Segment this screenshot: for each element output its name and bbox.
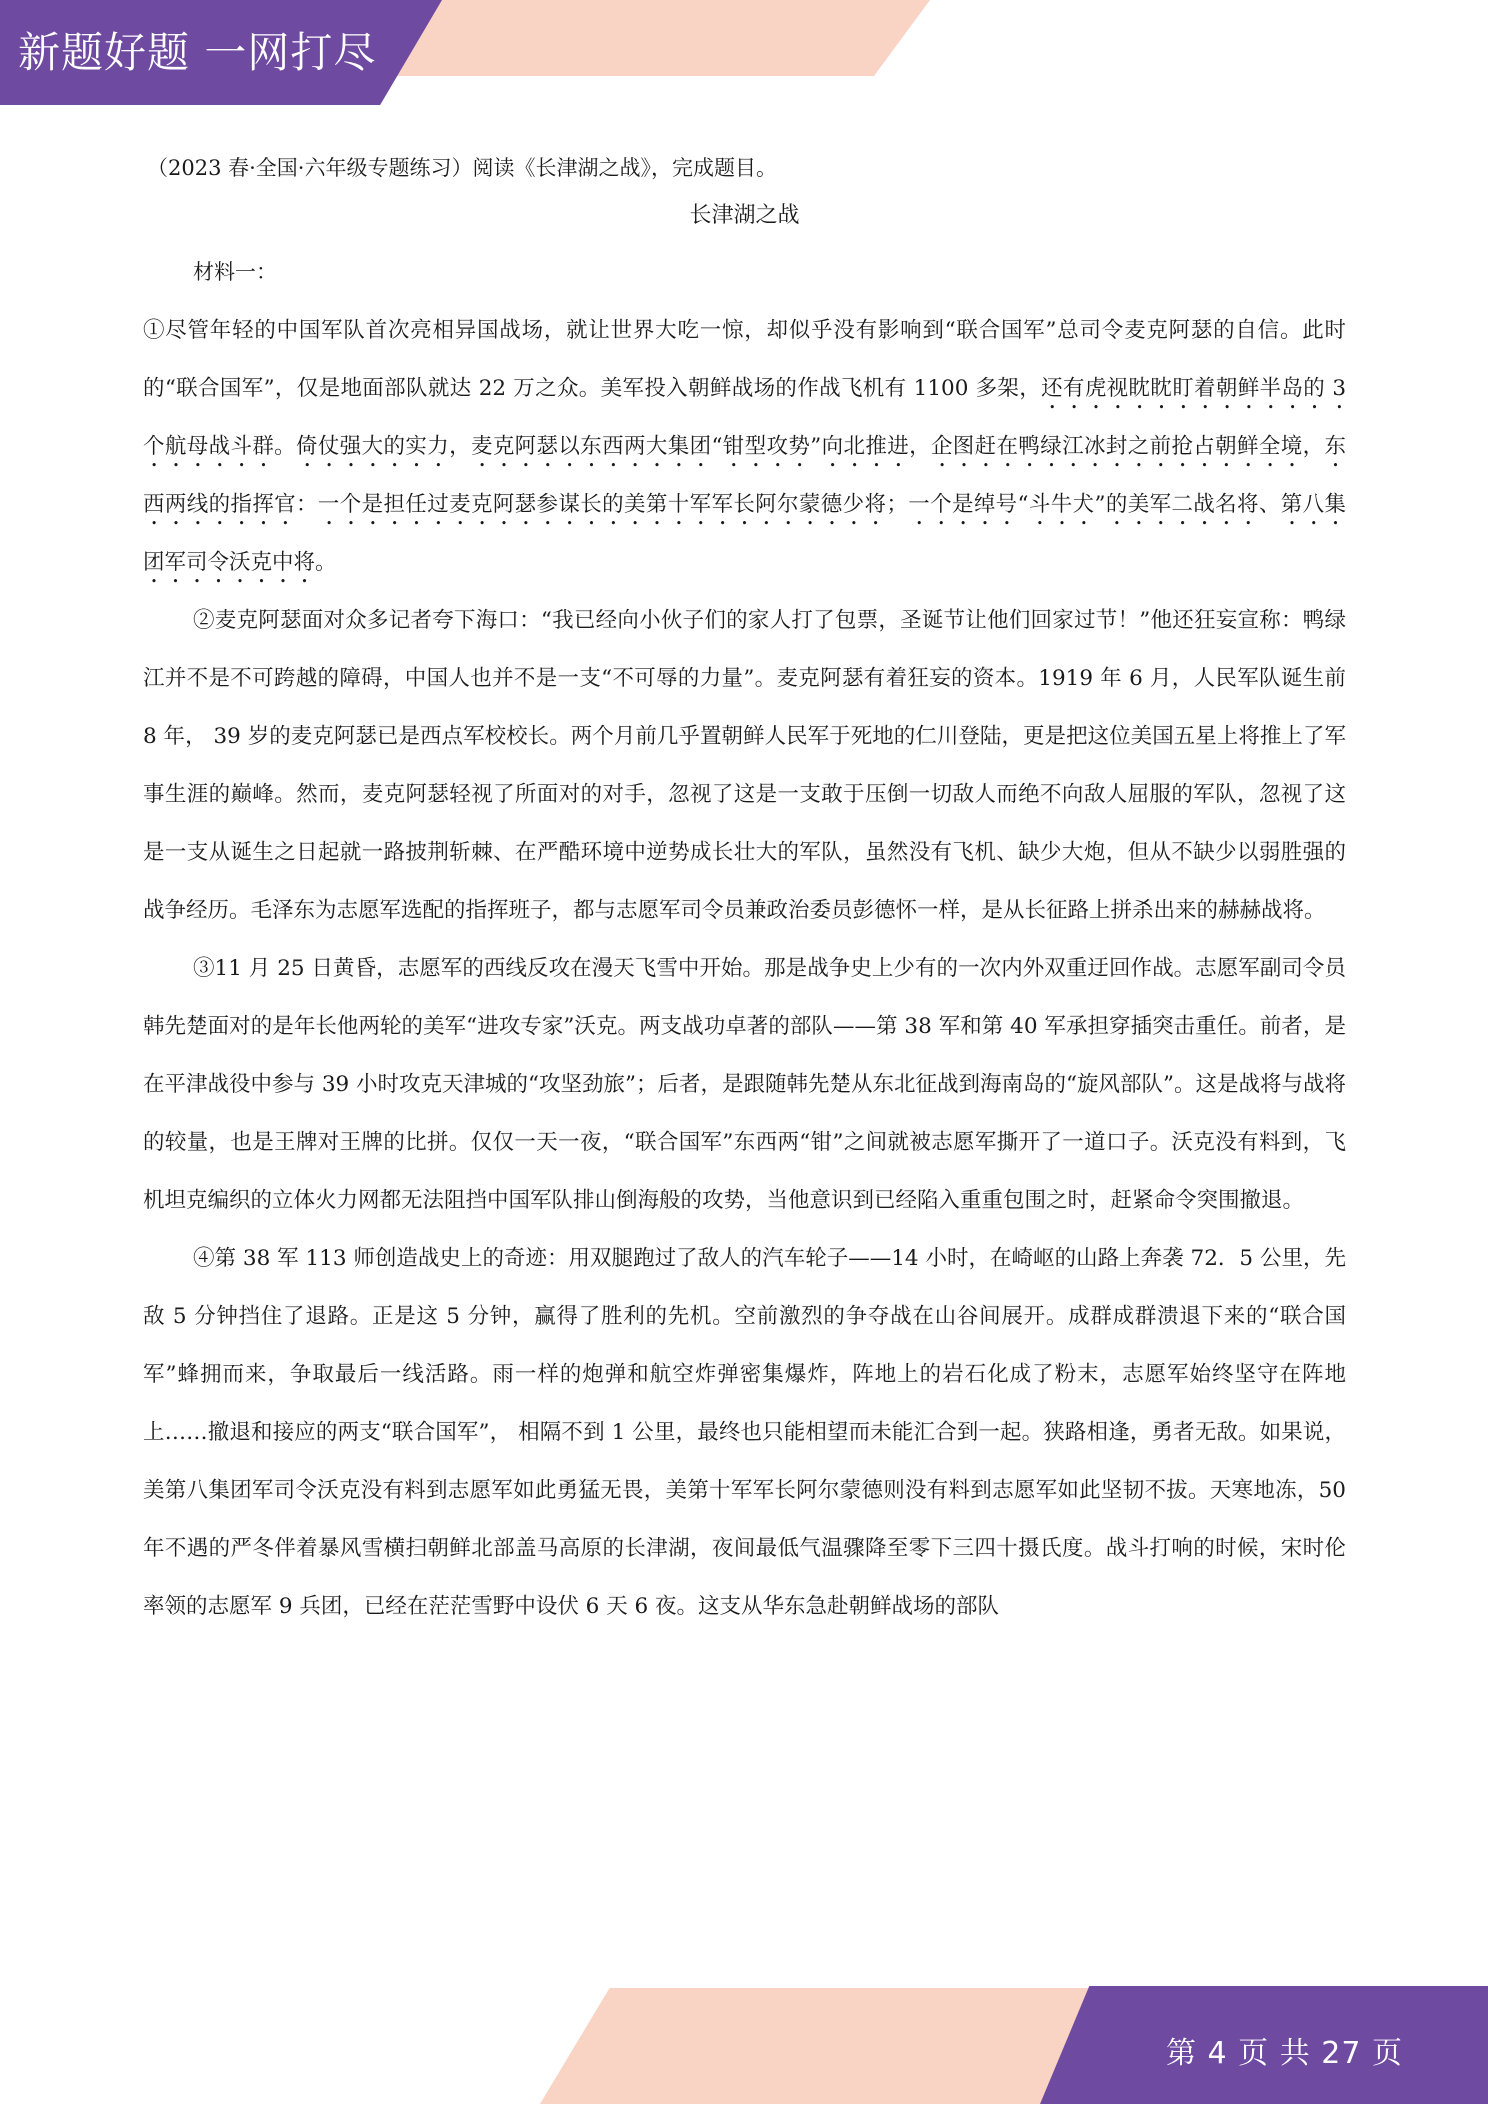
paragraph-1-dotted-part: 还有虎视眈眈盯着朝鲜半岛的 3 个航母战斗群。倚仗强大的实力，麦克阿瑟以东西两大集团“钳型攻势”向北推进，企图赶在鸭绿江冰封之前抢占朝鲜全境，东西两线的指挥官：一个是担任过麦克阿瑟参谋长的美第十军军长阿尔蒙德少将；一个是绰号“斗牛犬”的美军二战名将、第八集团军司令沃克中将。 [143,376,1346,575]
header-title: 新题好题 一网打尽 [18,28,377,77]
paragraph-1-part-a: ①尽管年轻的中国军队首次亮相异国战场，就让世界大吃一惊，却似乎没有影响到“联合国军”总司令麦克阿瑟的自信。此时的“联合国军”，仅是地面部队就达 22 万之众。美军投入朝鲜战场的作战飞机有 1100 多架， [143,318,1346,401]
material-label: 材料一： [193,260,277,284]
paragraph-2: ②麦克阿瑟面对众多记者夸下海口：“我已经向小伙子们的家人打了包票，圣诞节让他们回家过节！”他还狂妄宣称：鸭绿江并不是不可跨越的障碍，中国人也并不是一支“不可辱的力量”。麦克阿瑟有着狂妄的资本。1919 年 6 月，人民军队诞生前 8 年， 39 岁的麦克阿瑟已是西点军校校长。两个月前几乎置朝鲜人民军于死地的仁川登陆，更是把这位美国五星上将推上了军事生涯的巅峰。然而，麦克阿瑟轻视了所面对的对手，忽视了这是一支敢于压倒一切敌人而绝不向敌人屈服的军队，忽视了这是一支从诞生之日起就一路披荆斩棘、在严酷环境中逆势成长壮大的军队，虽然没有飞机、缺少大炮，但从不缺少以弱胜强的战争经历。毛泽东为志愿军选配的指挥班子，都与志愿军司令员兼政治委员彭德怀一样，是从长征路上拼杀出来的赫赫战将。 [143,608,1346,923]
article-title: 长津湖之战 [689,203,800,228]
paragraph-1 [143,302,1346,592]
paragraph-4: ④第 38 军 113 师创造战史上的奇迹：用双腿跑过了敌人的汽车轮子——14 小时，在崎岖的山路上奔袭 72．5 公里，先敌 5 分钟挡住了退路。正是这 5 分钟，赢得了胜利的先机。空前激烈的争夺战在山谷间展开。成群成群溃退下来的“联合国军”蜂拥而来，争取最后一线活路。雨一样的炮弹和航空炸弹密集爆炸，阵地上的岩石化成了粉末，志愿军始终坚守在阵地上……撤退和接应的两支“联合国军”， 相隔不到 1 公里，最终也只能相望而未能汇合到一起。狭路相逢，勇者无敌。如果说，美第八集团军司令沃克没有料到志愿军如此勇猛无畏，美第十军军长阿尔蒙德则没有料到志愿军如此坚韧不拔。天寒地冻，50 年不遇的严冬伴着暴风雪横扫朝鲜北部盖马高原的长津湖，夜间最低气温骤降至零下三四十摄氏度。战斗打响的时候，宋时伦率领的志愿军 9 兵团，已经在茫茫雪野中设伏 6 天 6 夜。这支从华东急赴朝鲜战场的部队 [143,1246,1346,1619]
paragraph-3: ③11 月 25 日黄昏，志愿军的西线反攻在漫天飞雪中开始。那是战争史上少有的一次内外双重迂回作战。志愿军副司令员韩先楚面对的是年长他两轮的美军“进攻专家”沃克。两支战功卓著的部队——第 38 军和第 40 军承担穿插突击重任。前者，是在平津战役中参与 39 小时攻克天津城的“攻坚劲旅”；后者，是跟随韩先楚从东北征战到海南岛的“旋风部队”。这是战将与战将的较量，也是王牌对王牌的比拼。仅仅一天一夜，“联合国军”东西两“钳”之间就被志愿军撕开了一道口子。沃克没有料到，飞机坦克编织的立体火力网都无法阻挡中国军队排山倒海般的攻势，当他意识到已经陷入重重包围之时，赶紧命令突围撤退。 [143,956,1346,1213]
header-decoration-peach [370,0,930,76]
document-body [143,148,1346,1636]
question-intro: （2023 春·全国·六年级专题练习）阅读《长津湖之战》，完成题目。 [147,156,777,180]
page-number: 第 4 页 共 27 页 [1166,2036,1403,2071]
footer-decoration-peach [540,1988,1120,2104]
